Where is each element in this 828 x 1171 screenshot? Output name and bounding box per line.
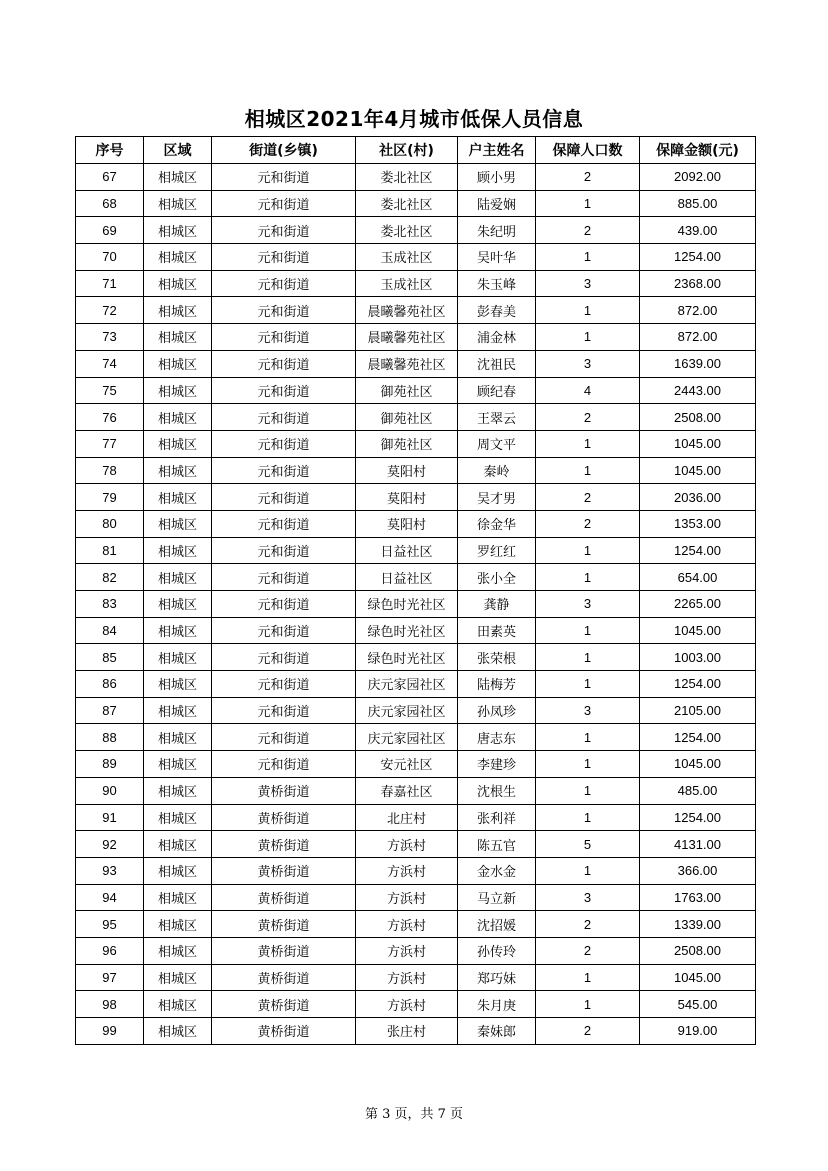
table-row [76, 777, 756, 804]
cell-population: 1 [536, 537, 640, 564]
cell-district: 相城区 [144, 377, 212, 404]
cell-seq: 97 [76, 964, 144, 991]
cell-seq: 76 [76, 404, 144, 431]
cell-community: 方浜村 [356, 884, 458, 911]
cell-householder: 秦妹郎 [458, 1018, 536, 1045]
table-row [76, 857, 756, 884]
table-row [76, 1018, 756, 1045]
cell-community: 御苑社区 [356, 430, 458, 457]
cell-population: 1 [536, 297, 640, 324]
cell-seq: 96 [76, 937, 144, 964]
table-row [76, 537, 756, 564]
cell-amount: 1254.00 [640, 537, 756, 564]
cell-district: 相城区 [144, 217, 212, 244]
cell-seq: 91 [76, 804, 144, 831]
cell-community: 绿色时光社区 [356, 644, 458, 671]
cell-street: 元和街道 [212, 697, 356, 724]
table-row [76, 884, 756, 911]
cell-district: 相城区 [144, 777, 212, 804]
cell-district: 相城区 [144, 190, 212, 217]
cell-population: 1 [536, 617, 640, 644]
cell-street: 元和街道 [212, 724, 356, 751]
cell-seq: 79 [76, 484, 144, 511]
cell-district: 相城区 [144, 457, 212, 484]
table-row [76, 324, 756, 351]
cell-seq: 73 [76, 324, 144, 351]
cell-street: 黄桥街道 [212, 831, 356, 858]
table-row [76, 644, 756, 671]
cell-seq: 77 [76, 430, 144, 457]
cell-street: 黄桥街道 [212, 804, 356, 831]
table-row [76, 697, 756, 724]
cell-district: 相城区 [144, 831, 212, 858]
cell-district: 相城区 [144, 297, 212, 324]
cell-street: 黄桥街道 [212, 857, 356, 884]
cell-population: 1 [536, 564, 640, 591]
cell-population: 1 [536, 324, 640, 351]
cell-population: 2 [536, 1018, 640, 1045]
cell-householder: 马立新 [458, 884, 536, 911]
cell-community: 莫阳村 [356, 457, 458, 484]
cell-community: 安元社区 [356, 751, 458, 778]
cell-street: 元和街道 [212, 564, 356, 591]
cell-street: 元和街道 [212, 537, 356, 564]
cell-amount: 1045.00 [640, 964, 756, 991]
table-row [76, 430, 756, 457]
cell-district: 相城区 [144, 164, 212, 191]
cell-street: 元和街道 [212, 244, 356, 271]
cell-population: 2 [536, 937, 640, 964]
cell-amount: 4131.00 [640, 831, 756, 858]
cell-householder: 陈五官 [458, 831, 536, 858]
cell-amount: 2036.00 [640, 484, 756, 511]
cell-seq: 83 [76, 591, 144, 618]
table-body [76, 164, 756, 1045]
table-row [76, 671, 756, 698]
cell-community: 玉成社区 [356, 270, 458, 297]
cell-community: 娄北社区 [356, 190, 458, 217]
table-row [76, 724, 756, 751]
cell-amount: 1639.00 [640, 350, 756, 377]
cell-amount: 2368.00 [640, 270, 756, 297]
cell-seq: 72 [76, 297, 144, 324]
table-row [76, 164, 756, 191]
cell-householder: 陆梅芳 [458, 671, 536, 698]
cell-population: 1 [536, 804, 640, 831]
cell-community: 玉成社区 [356, 244, 458, 271]
cell-street: 黄桥街道 [212, 964, 356, 991]
table-row [76, 510, 756, 537]
cell-community: 庆元家园社区 [356, 671, 458, 698]
cell-district: 相城区 [144, 404, 212, 431]
cell-street: 元和街道 [212, 377, 356, 404]
cell-district: 相城区 [144, 937, 212, 964]
cell-population: 3 [536, 591, 640, 618]
cell-householder: 沈根生 [458, 777, 536, 804]
cell-district: 相城区 [144, 697, 212, 724]
cell-street: 黄桥街道 [212, 991, 356, 1018]
cell-seq: 98 [76, 991, 144, 1018]
table-row [76, 350, 756, 377]
cell-amount: 545.00 [640, 991, 756, 1018]
cell-community: 方浜村 [356, 991, 458, 1018]
cell-street: 元和街道 [212, 591, 356, 618]
cell-householder: 王翠云 [458, 404, 536, 431]
data-table [75, 136, 756, 1045]
cell-amount: 485.00 [640, 777, 756, 804]
cell-district: 相城区 [144, 671, 212, 698]
cell-householder: 沈招媛 [458, 911, 536, 938]
cell-street: 元和街道 [212, 430, 356, 457]
cell-householder: 浦金林 [458, 324, 536, 351]
header-community: 社区(村) [356, 137, 458, 164]
header-row [76, 137, 756, 164]
table-row [76, 270, 756, 297]
cell-street: 元和街道 [212, 297, 356, 324]
cell-seq: 70 [76, 244, 144, 271]
cell-householder: 朱玉峰 [458, 270, 536, 297]
cell-amount: 2508.00 [640, 937, 756, 964]
cell-householder: 顾纪春 [458, 377, 536, 404]
cell-street: 黄桥街道 [212, 911, 356, 938]
table-row [76, 457, 756, 484]
header-population: 保障人口数 [536, 137, 640, 164]
cell-street: 元和街道 [212, 190, 356, 217]
cell-district: 相城区 [144, 884, 212, 911]
header-amount: 保障金额(元) [640, 137, 756, 164]
cell-street: 元和街道 [212, 164, 356, 191]
cell-seq: 95 [76, 911, 144, 938]
cell-community: 春嘉社区 [356, 777, 458, 804]
cell-community: 方浜村 [356, 831, 458, 858]
cell-amount: 872.00 [640, 297, 756, 324]
cell-street: 元和街道 [212, 617, 356, 644]
cell-population: 1 [536, 991, 640, 1018]
cell-community: 晨曦馨苑社区 [356, 297, 458, 324]
cell-householder: 张小全 [458, 564, 536, 591]
cell-community: 庆元家园社区 [356, 697, 458, 724]
table-row [76, 751, 756, 778]
cell-district: 相城区 [144, 270, 212, 297]
cell-district: 相城区 [144, 991, 212, 1018]
cell-population: 2 [536, 404, 640, 431]
cell-amount: 1003.00 [640, 644, 756, 671]
cell-community: 御苑社区 [356, 377, 458, 404]
cell-district: 相城区 [144, 350, 212, 377]
cell-amount: 2508.00 [640, 404, 756, 431]
table-row [76, 564, 756, 591]
header-district: 区域 [144, 137, 212, 164]
cell-householder: 孙传玲 [458, 937, 536, 964]
cell-amount: 1045.00 [640, 751, 756, 778]
header-street: 街道(乡镇) [212, 137, 356, 164]
cell-district: 相城区 [144, 430, 212, 457]
cell-community: 莫阳村 [356, 510, 458, 537]
page-title: 相城区2021年4月城市低保人员信息 [244, 107, 584, 131]
page-footer: 第 3 页，共 7 页 [364, 1107, 464, 1122]
cell-community: 绿色时光社区 [356, 617, 458, 644]
cell-seq: 80 [76, 510, 144, 537]
cell-householder: 徐金华 [458, 510, 536, 537]
cell-amount: 2105.00 [640, 697, 756, 724]
cell-population: 3 [536, 884, 640, 911]
cell-amount: 1045.00 [640, 617, 756, 644]
cell-population: 1 [536, 244, 640, 271]
table-row [76, 297, 756, 324]
cell-householder: 罗红红 [458, 537, 536, 564]
cell-seq: 69 [76, 217, 144, 244]
cell-district: 相城区 [144, 724, 212, 751]
cell-amount: 2092.00 [640, 164, 756, 191]
cell-householder: 郑巧妹 [458, 964, 536, 991]
cell-district: 相城区 [144, 857, 212, 884]
cell-district: 相城区 [144, 1018, 212, 1045]
cell-street: 元和街道 [212, 484, 356, 511]
cell-householder: 朱月庚 [458, 991, 536, 1018]
header-householder: 户主姓名 [458, 137, 536, 164]
cell-seq: 87 [76, 697, 144, 724]
cell-population: 4 [536, 377, 640, 404]
table-row [76, 591, 756, 618]
cell-population: 1 [536, 190, 640, 217]
cell-population: 1 [536, 751, 640, 778]
cell-community: 方浜村 [356, 937, 458, 964]
cell-district: 相城区 [144, 324, 212, 351]
cell-amount: 1353.00 [640, 510, 756, 537]
cell-householder: 陆爱娴 [458, 190, 536, 217]
cell-community: 绿色时光社区 [356, 591, 458, 618]
table-row [76, 991, 756, 1018]
cell-seq: 71 [76, 270, 144, 297]
table-row [76, 377, 756, 404]
table-row [76, 617, 756, 644]
table-row [76, 911, 756, 938]
cell-district: 相城区 [144, 617, 212, 644]
cell-householder: 吴叶华 [458, 244, 536, 271]
table-row [76, 831, 756, 858]
cell-seq: 86 [76, 671, 144, 698]
cell-street: 黄桥街道 [212, 884, 356, 911]
cell-amount: 885.00 [640, 190, 756, 217]
cell-population: 2 [536, 510, 640, 537]
cell-community: 方浜村 [356, 964, 458, 991]
table-row [76, 217, 756, 244]
cell-population: 5 [536, 831, 640, 858]
cell-seq: 82 [76, 564, 144, 591]
cell-population: 1 [536, 777, 640, 804]
table-row [76, 244, 756, 271]
cell-district: 相城区 [144, 644, 212, 671]
cell-population: 1 [536, 964, 640, 991]
cell-district: 相城区 [144, 751, 212, 778]
cell-seq: 81 [76, 537, 144, 564]
cell-street: 元和街道 [212, 350, 356, 377]
cell-street: 元和街道 [212, 751, 356, 778]
cell-householder: 吴才男 [458, 484, 536, 511]
cell-district: 相城区 [144, 510, 212, 537]
cell-district: 相城区 [144, 244, 212, 271]
cell-community: 娄北社区 [356, 164, 458, 191]
cell-amount: 1045.00 [640, 430, 756, 457]
cell-district: 相城区 [144, 804, 212, 831]
header-seq: 序号 [76, 137, 144, 164]
cell-street: 黄桥街道 [212, 1018, 356, 1045]
cell-amount: 439.00 [640, 217, 756, 244]
cell-population: 2 [536, 484, 640, 511]
cell-population: 2 [536, 217, 640, 244]
cell-community: 晨曦馨苑社区 [356, 350, 458, 377]
cell-population: 1 [536, 724, 640, 751]
cell-amount: 1254.00 [640, 724, 756, 751]
cell-amount: 654.00 [640, 564, 756, 591]
cell-householder: 彭春美 [458, 297, 536, 324]
cell-seq: 84 [76, 617, 144, 644]
cell-community: 方浜村 [356, 857, 458, 884]
cell-amount: 1763.00 [640, 884, 756, 911]
cell-householder: 田素英 [458, 617, 536, 644]
cell-householder: 张利祥 [458, 804, 536, 831]
table-row [76, 804, 756, 831]
cell-householder: 龚静 [458, 591, 536, 618]
cell-householder: 孙凤珍 [458, 697, 536, 724]
cell-seq: 85 [76, 644, 144, 671]
cell-street: 元和街道 [212, 270, 356, 297]
cell-community: 莫阳村 [356, 484, 458, 511]
cell-householder: 唐志东 [458, 724, 536, 751]
cell-community: 张庄村 [356, 1018, 458, 1045]
cell-seq: 94 [76, 884, 144, 911]
cell-population: 1 [536, 457, 640, 484]
cell-population: 3 [536, 270, 640, 297]
cell-district: 相城区 [144, 564, 212, 591]
cell-district: 相城区 [144, 537, 212, 564]
cell-amount: 2265.00 [640, 591, 756, 618]
cell-community: 日益社区 [356, 537, 458, 564]
table-row [76, 964, 756, 991]
cell-street: 元和街道 [212, 644, 356, 671]
cell-householder: 顾小男 [458, 164, 536, 191]
cell-seq: 99 [76, 1018, 144, 1045]
cell-seq: 75 [76, 377, 144, 404]
cell-district: 相城区 [144, 911, 212, 938]
cell-seq: 88 [76, 724, 144, 751]
cell-community: 日益社区 [356, 564, 458, 591]
cell-amount: 2443.00 [640, 377, 756, 404]
cell-street: 元和街道 [212, 510, 356, 537]
cell-street: 元和街道 [212, 671, 356, 698]
cell-householder: 李建珍 [458, 751, 536, 778]
cell-population: 3 [536, 350, 640, 377]
cell-population: 1 [536, 430, 640, 457]
cell-population: 2 [536, 164, 640, 191]
table-row [76, 484, 756, 511]
cell-amount: 1254.00 [640, 671, 756, 698]
cell-householder: 周文平 [458, 430, 536, 457]
cell-seq: 67 [76, 164, 144, 191]
cell-street: 黄桥街道 [212, 777, 356, 804]
cell-seq: 74 [76, 350, 144, 377]
cell-street: 元和街道 [212, 324, 356, 351]
cell-seq: 93 [76, 857, 144, 884]
cell-householder: 张荣根 [458, 644, 536, 671]
cell-street: 黄桥街道 [212, 937, 356, 964]
cell-district: 相城区 [144, 591, 212, 618]
cell-community: 娄北社区 [356, 217, 458, 244]
cell-amount: 872.00 [640, 324, 756, 351]
cell-seq: 68 [76, 190, 144, 217]
cell-householder: 朱纪明 [458, 217, 536, 244]
cell-seq: 90 [76, 777, 144, 804]
cell-amount: 1339.00 [640, 911, 756, 938]
cell-population: 2 [536, 911, 640, 938]
cell-district: 相城区 [144, 964, 212, 991]
cell-population: 1 [536, 671, 640, 698]
cell-householder: 秦岭 [458, 457, 536, 484]
cell-seq: 89 [76, 751, 144, 778]
table-row [76, 404, 756, 431]
cell-community: 庆元家园社区 [356, 724, 458, 751]
cell-amount: 1045.00 [640, 457, 756, 484]
table-row [76, 937, 756, 964]
cell-community: 御苑社区 [356, 404, 458, 431]
cell-seq: 92 [76, 831, 144, 858]
cell-street: 元和街道 [212, 457, 356, 484]
cell-population: 1 [536, 644, 640, 671]
cell-district: 相城区 [144, 484, 212, 511]
cell-community: 晨曦馨苑社区 [356, 324, 458, 351]
cell-amount: 366.00 [640, 857, 756, 884]
cell-householder: 金水金 [458, 857, 536, 884]
cell-householder: 沈祖民 [458, 350, 536, 377]
table-row [76, 190, 756, 217]
cell-amount: 1254.00 [640, 804, 756, 831]
cell-amount: 919.00 [640, 1018, 756, 1045]
cell-community: 北庄村 [356, 804, 458, 831]
cell-amount: 1254.00 [640, 244, 756, 271]
cell-community: 方浜村 [356, 911, 458, 938]
cell-street: 元和街道 [212, 217, 356, 244]
cell-population: 1 [536, 857, 640, 884]
cell-seq: 78 [76, 457, 144, 484]
cell-population: 3 [536, 697, 640, 724]
cell-street: 元和街道 [212, 404, 356, 431]
